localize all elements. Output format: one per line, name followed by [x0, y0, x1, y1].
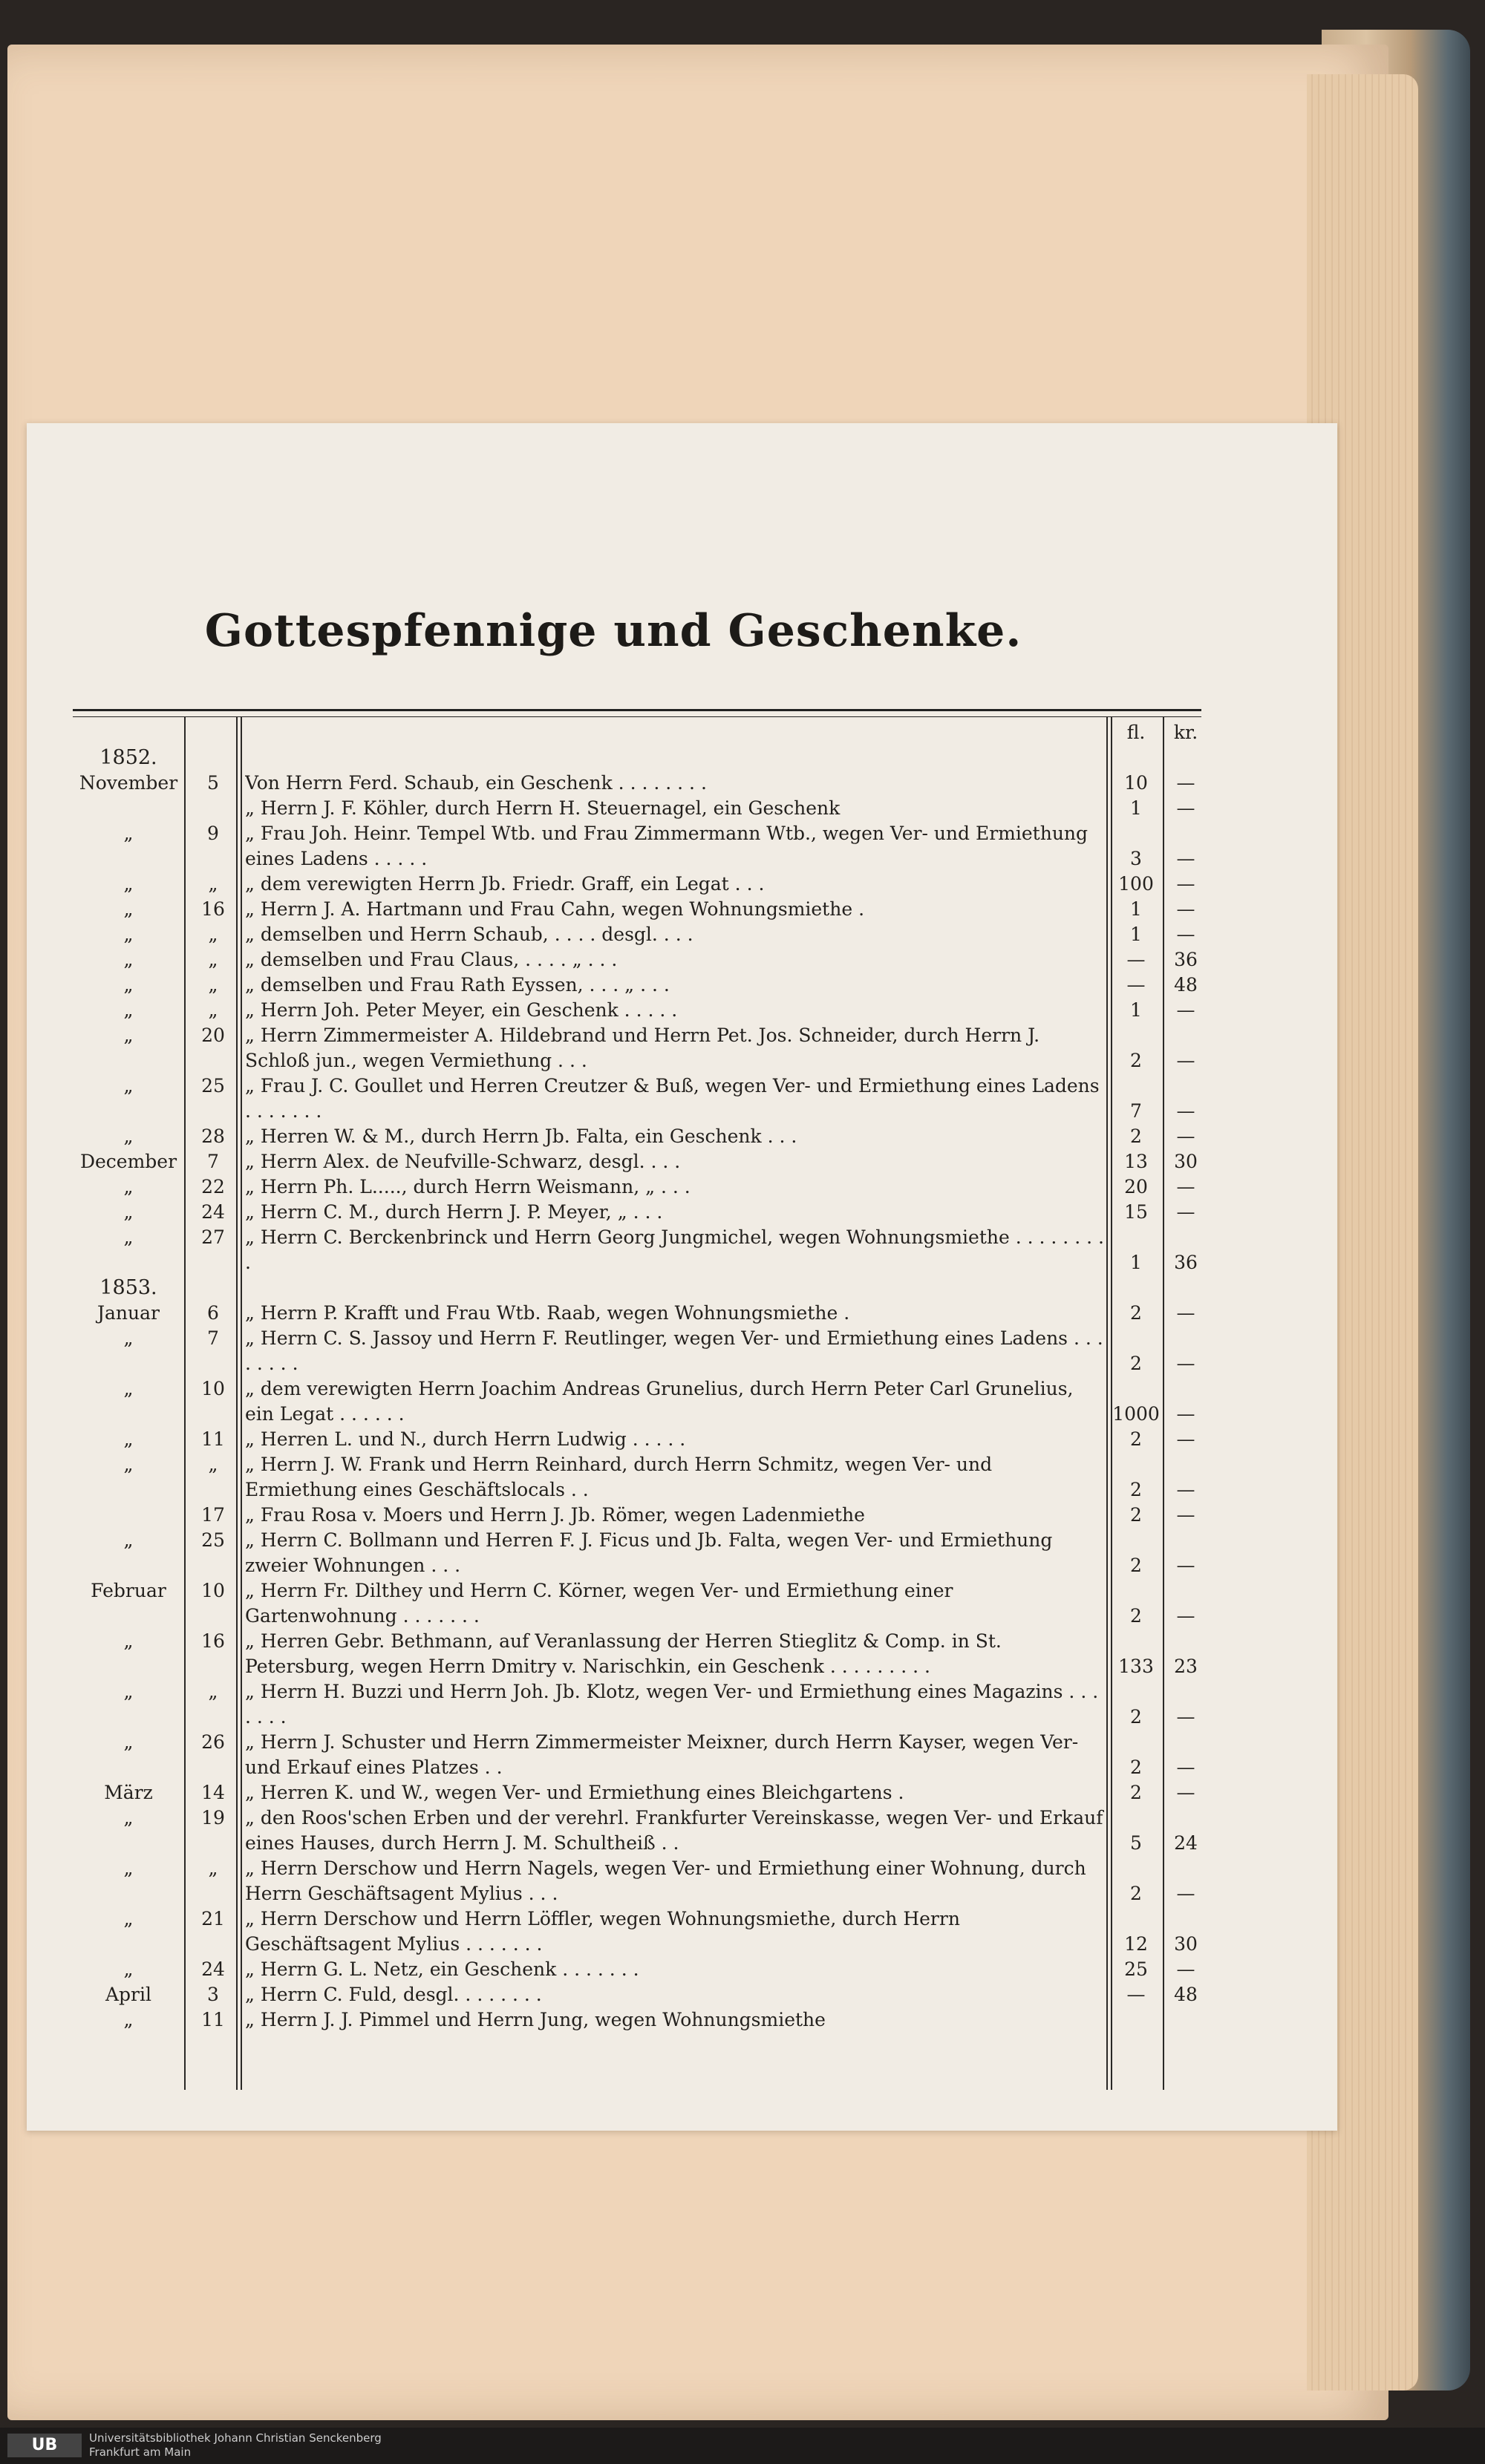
cell-text: „ Herrn J. J. Pimmel und Herrn Jung, wegen Wohnungsmiethe: [245, 2009, 826, 2030]
cell-kr: —: [1176, 772, 1195, 794]
table-row: [73, 1225, 1201, 1275]
cell-text: „ Frau Rosa v. Moers und Herrn J. Jb. Römer, wegen Ladenmiethe: [245, 1504, 865, 1526]
cell-fl: 2: [1130, 1706, 1142, 1728]
cell-fl: 1: [1130, 797, 1142, 819]
cell-month: 1852.: [99, 746, 157, 769]
cell-fl: 133: [1118, 1656, 1154, 1677]
table-row: [73, 897, 1201, 922]
cell-month: April: [105, 1984, 151, 2005]
cell-fl: 2: [1130, 1605, 1142, 1627]
table-row: [73, 1805, 1201, 1856]
cell-month: „: [123, 1958, 134, 1980]
table-row: [73, 1856, 1201, 1906]
table-row: [73, 745, 1201, 771]
cell-text: „ Herrn C. S. Jassoy und Herrn F. Reutlinger, wegen Ver- und Ermiethung eines Ladens . . . . . . . .: [245, 1327, 1103, 1374]
cell-month: „: [123, 2009, 134, 2030]
table-row: [73, 1301, 1201, 1326]
cell-day: 14: [201, 1782, 225, 1803]
cell-kr: —: [1176, 1050, 1195, 1071]
cell-day: 11: [201, 1428, 225, 1450]
table-row: [73, 1629, 1201, 1679]
cell-kr: —: [1176, 1883, 1195, 1904]
table-row: [73, 1376, 1201, 1427]
cell-fl: 2: [1130, 1125, 1142, 1147]
cell-fl: 2: [1130, 1757, 1142, 1778]
cell-kr: —: [1176, 797, 1195, 819]
cell-kr: 24: [1174, 1832, 1198, 1854]
cell-kr: —: [1176, 1353, 1195, 1374]
cell-text: „ dem verewigten Herrn Jb. Friedr. Graff, ein Legat . . .: [245, 873, 765, 895]
cell-day: 28: [201, 1125, 225, 1147]
cell-month: 1853.: [99, 1276, 157, 1299]
cell-fl: 7: [1130, 1100, 1142, 1122]
cell-month: „: [123, 1327, 134, 1349]
cell-day: 19: [201, 1807, 225, 1829]
cell-kr: —: [1176, 1782, 1195, 1803]
cell-day: 7: [207, 1151, 219, 1172]
table-row: [73, 1452, 1201, 1503]
cell-text: „ demselben und Frau Claus, . . . . „ . . .: [245, 949, 618, 970]
table-row: [73, 1427, 1201, 1452]
cell-fl: 2: [1130, 1353, 1142, 1374]
cell-text: „ Herrn H. Buzzi und Herrn Joh. Jb. Klotz, wegen Ver- und Ermiethung eines Magazins . . . . . . .: [245, 1681, 1099, 1728]
cell-text: „ Herren L. und N., durch Herrn Ludwig . . . . .: [245, 1428, 686, 1450]
cell-kr: —: [1176, 1479, 1195, 1500]
cell-day: 17: [201, 1504, 225, 1526]
cell-kr: —: [1176, 1125, 1195, 1147]
table-row: [73, 1023, 1201, 1073]
cell-fl: 5: [1130, 1832, 1142, 1854]
cell-day: 24: [201, 1201, 225, 1223]
cell-day: 3: [207, 1984, 219, 2005]
cell-fl: 3: [1130, 848, 1142, 869]
cell-month: „: [123, 1226, 134, 1248]
cell-day: 21: [201, 1908, 225, 1929]
cell-day: 25: [201, 1075, 225, 1097]
header-fl: fl.: [1126, 722, 1146, 743]
cell-month: „: [123, 924, 134, 945]
cell-fl: 1: [1130, 898, 1142, 920]
table-row: [73, 947, 1201, 973]
cell-kr: 23: [1174, 1656, 1198, 1677]
cell-month: Februar: [91, 1580, 166, 1601]
table-row: [73, 1578, 1201, 1629]
cell-text: „ Herren K. und W., wegen Ver- und Ermiethung eines Bleichgartens .: [245, 1782, 904, 1803]
library-line-1: Universitätsbibliothek Johann Christian Senckenberg: [89, 2431, 382, 2445]
cell-fl: 1000: [1112, 1403, 1160, 1425]
cell-month: „: [123, 1857, 134, 1879]
table-row: [73, 2007, 1201, 2033]
cell-kr: —: [1176, 1757, 1195, 1778]
cell-day: 6: [207, 1302, 219, 1324]
cell-text: „ Herren Gebr. Bethmann, auf Veranlassung der Herren Stieglitz & Comp. in St. Petersburg, wegen Herrn Dmitry v. Narischkin, ein Geschenk . . . . . . . . .: [245, 1630, 1002, 1677]
table-row: [73, 1124, 1201, 1149]
table-row: [73, 973, 1201, 998]
cell-text: „ Herrn C. M., durch Herrn J. P. Meyer, „ . . .: [245, 1201, 663, 1223]
cell-text: „ Herrn C. Bollmann und Herren F. J. Ficus und Jb. Falta, wegen Ver- und Ermiethung zweier Wohnungen . . .: [245, 1529, 1053, 1576]
library-name: [89, 2431, 382, 2460]
table-row: [73, 998, 1201, 1023]
cell-text: „ Herrn C. Fuld, desgl. . . . . . . .: [245, 1984, 542, 2005]
table-row: [73, 1174, 1201, 1200]
library-logo: UB: [7, 2434, 82, 2457]
cell-text: „ Herrn Derschow und Herrn Löffler, wegen Wohnungsmiethe, durch Herrn Geschäftsagent Mylius . . . . . . .: [245, 1908, 960, 1955]
cell-fl: —: [1126, 1984, 1146, 2005]
cell-day: 5: [207, 772, 219, 794]
cell-kr: —: [1176, 999, 1195, 1021]
cell-kr: —: [1176, 1504, 1195, 1526]
cell-text: Von Herrn Ferd. Schaub, ein Geschenk . . . . . . . .: [245, 772, 707, 794]
cell-day: 27: [201, 1226, 225, 1248]
cell-day: „: [208, 1857, 218, 1879]
table-row: [73, 1149, 1201, 1174]
cell-kr: —: [1176, 1100, 1195, 1122]
header-kr: kr.: [1173, 722, 1198, 743]
cell-month: „: [123, 1908, 134, 1929]
ledger-table: [73, 720, 1201, 2033]
cell-day: 25: [201, 1529, 225, 1551]
cell-month: „: [123, 823, 134, 844]
cell-kr: 48: [1174, 974, 1198, 996]
cell-kr: —: [1176, 924, 1195, 945]
cell-kr: 48: [1174, 1984, 1198, 2005]
cell-text: „ Herrn Derschow und Herrn Nagels, wegen Ver- und Ermiethung einer Wohnung, durch Herrn Geschäftsagent Mylius . . .: [245, 1857, 1086, 1904]
cell-fl: —: [1126, 949, 1146, 970]
cell-text: „ Herrn Zimmermeister A. Hildebrand und Herrn Pet. Jos. Schneider, durch Herrn J. Schloß jun., wegen Vermiethung . . .: [245, 1025, 1040, 1071]
cell-fl: 13: [1124, 1151, 1148, 1172]
cell-month: „: [123, 974, 134, 996]
table-row: [73, 1503, 1201, 1528]
cell-text: „ Herrn Joh. Peter Meyer, ein Geschenk . . . . .: [245, 999, 678, 1021]
cell-day: 16: [201, 898, 225, 920]
cell-month: December: [79, 1151, 177, 1172]
cell-day: 9: [207, 823, 219, 844]
cell-text: „ Frau Joh. Heinr. Tempel Wtb. und Frau Zimmermann Wtb., wegen Ver- und Ermiethung eines Ladens . . . . .: [245, 823, 1089, 869]
table-row: [73, 872, 1201, 897]
cell-kr: —: [1176, 873, 1195, 895]
cell-day: 11: [201, 2009, 225, 2030]
cell-text: „ dem verewigten Herrn Joachim Andreas Grunelius, durch Herrn Peter Carl Grunelius, ein Legat . . . . . .: [245, 1378, 1074, 1425]
cell-day: 22: [201, 1176, 225, 1197]
cell-text: „ Herrn J. Schuster und Herrn Zimmermeister Meixner, durch Herrn Kayser, wegen Ver- und Erkauf eines Platzes . .: [245, 1731, 1079, 1778]
cell-text: „ Herrn Alex. de Neufville-Schwarz, desgl. . . .: [245, 1151, 681, 1172]
cell-fl: 1: [1130, 1252, 1142, 1273]
cell-month: Januar: [97, 1302, 160, 1324]
cell-kr: —: [1176, 1176, 1195, 1197]
table-row: [73, 1679, 1201, 1730]
table-row: [73, 1906, 1201, 1957]
cell-fl: —: [1126, 974, 1146, 996]
cell-month: „: [123, 1201, 134, 1223]
cell-fl: 15: [1124, 1201, 1148, 1223]
cell-month: März: [104, 1782, 153, 1803]
cell-fl: 2: [1130, 1883, 1142, 1904]
cell-day: „: [208, 949, 218, 970]
cell-month: „: [123, 1731, 134, 1753]
cell-day: „: [208, 1454, 218, 1475]
cell-text: „ Herrn P. Krafft und Frau Wtb. Raab, wegen Wohnungsmiethe .: [245, 1302, 850, 1324]
cell-fl: 2: [1130, 1504, 1142, 1526]
table-row: [73, 771, 1201, 796]
cell-month: „: [123, 1075, 134, 1097]
table-row: [73, 1275, 1201, 1301]
cell-text: „ Herrn J. A. Hartmann und Frau Cahn, wegen Wohnungsmiethe .: [245, 898, 865, 920]
cell-fl: 1: [1130, 924, 1142, 945]
header-row: [73, 720, 1201, 745]
cell-text: „ Herrn C. Berckenbrinck und Herrn Georg Jungmichel, wegen Wohnungsmiethe . . . . . . . . .: [245, 1226, 1104, 1273]
cell-day: „: [208, 999, 218, 1021]
table-row: [73, 1957, 1201, 1982]
cell-fl: 20: [1124, 1176, 1148, 1197]
table-row: [73, 1730, 1201, 1780]
cell-day: 20: [201, 1025, 225, 1046]
cell-fl: 2: [1130, 1428, 1142, 1450]
cell-month: „: [123, 1125, 134, 1147]
cell-text: „ Frau J. C. Goullet und Herren Creutzer & Buß, wegen Ver- und Ermiethung eines Ladens . . . . . . .: [245, 1075, 1100, 1122]
cell-month: „: [123, 1681, 134, 1702]
cell-day: 10: [201, 1580, 225, 1601]
cell-month: „: [123, 1428, 134, 1450]
cell-day: „: [208, 974, 218, 996]
cell-kr: 30: [1174, 1933, 1198, 1955]
cell-kr: —: [1176, 1302, 1195, 1324]
cell-text: „ demselben und Frau Rath Eyssen, . . . „ . . .: [245, 974, 670, 996]
cell-day: 10: [201, 1378, 225, 1399]
cell-kr: —: [1176, 1555, 1195, 1576]
cell-day: „: [208, 873, 218, 895]
cell-month: „: [123, 999, 134, 1021]
cell-fl: 2: [1130, 1050, 1142, 1071]
cell-month: November: [79, 772, 178, 794]
table-row: [73, 922, 1201, 947]
cell-month: „: [123, 1454, 134, 1475]
cell-month: „: [123, 1630, 134, 1652]
cell-fl: 2: [1130, 1479, 1142, 1500]
cell-kr: —: [1176, 1201, 1195, 1223]
cell-month: „: [123, 949, 134, 970]
cell-month: „: [123, 898, 134, 920]
cell-kr: —: [1176, 1958, 1195, 1980]
cell-month: „: [123, 873, 134, 895]
cell-text: „ Herrn G. L. Netz, ein Geschenk . . . . . . .: [245, 1958, 639, 1980]
cell-text: „ den Roos'schen Erben und der verehrl. Frankfurter Vereinskasse, wegen Ver- und Erkauf eines Hauses, durch Herrn J. M. Schultheiß . .: [245, 1807, 1103, 1854]
cell-day: 26: [201, 1731, 225, 1753]
table-row: [73, 1982, 1201, 2007]
cell-kr: 36: [1174, 1252, 1198, 1273]
cell-text: „ Herrn J. F. Köhler, durch Herrn H. Steuernagel, ein Geschenk: [245, 797, 841, 819]
cell-month: „: [123, 1176, 134, 1197]
cell-fl: 2: [1130, 1555, 1142, 1576]
cell-text: „ demselben und Herrn Schaub, . . . . desgl. . . .: [245, 924, 693, 945]
cell-text: „ Herrn Ph. L....., durch Herrn Weismann, „ . . .: [245, 1176, 691, 1197]
page-title: Gottespfennige und Geschenke.: [204, 605, 1022, 657]
printed-sheet: [27, 423, 1337, 2131]
table-row: [73, 796, 1201, 821]
cell-day: 7: [207, 1327, 219, 1349]
table-row: [73, 1073, 1201, 1124]
cell-day: „: [208, 924, 218, 945]
cell-fl: 25: [1124, 1958, 1148, 1980]
cell-fl: 1: [1130, 999, 1142, 1021]
cell-month: „: [123, 1529, 134, 1551]
cell-fl: 10: [1124, 772, 1148, 794]
header-rule: [73, 709, 1201, 717]
cell-day: „: [208, 1681, 218, 1702]
cell-kr: 36: [1174, 949, 1198, 970]
cell-text: „ Herrn J. W. Frank und Herrn Reinhard, durch Herrn Schmitz, wegen Ver- und Ermiethung eines Geschäftslocals . .: [245, 1454, 993, 1500]
table-row: [73, 1528, 1201, 1578]
cell-fl: 12: [1124, 1933, 1148, 1955]
cell-kr: —: [1176, 898, 1195, 920]
cell-fl: 100: [1118, 873, 1154, 895]
table-row: [73, 1326, 1201, 1376]
cell-kr: —: [1176, 1428, 1195, 1450]
cell-month: „: [123, 1807, 134, 1829]
table-row: [73, 1200, 1201, 1225]
cell-day: 16: [201, 1630, 225, 1652]
table-row: [73, 821, 1201, 872]
cell-text: „ Herrn Fr. Dilthey und Herrn C. Körner, wegen Ver- und Ermiethung einer Gartenwohnung . . . . . . .: [245, 1580, 953, 1627]
cell-fl: 2: [1130, 1782, 1142, 1803]
cell-kr: —: [1176, 848, 1195, 869]
cell-month: „: [123, 1378, 134, 1399]
cell-month: „: [123, 1025, 134, 1046]
table-row: [73, 1780, 1201, 1805]
cell-kr: —: [1176, 1605, 1195, 1627]
cell-day: 24: [201, 1958, 225, 1980]
cell-text: „ Herren W. & M., durch Herrn Jb. Falta, ein Geschenk . . .: [245, 1125, 797, 1147]
footer-bar: [0, 2428, 1485, 2464]
library-line-2: Frankfurt am Main: [89, 2445, 192, 2459]
cell-kr: —: [1176, 1706, 1195, 1728]
cell-kr: 30: [1174, 1151, 1198, 1172]
cell-kr: —: [1176, 1403, 1195, 1425]
cell-fl: 2: [1130, 1302, 1142, 1324]
